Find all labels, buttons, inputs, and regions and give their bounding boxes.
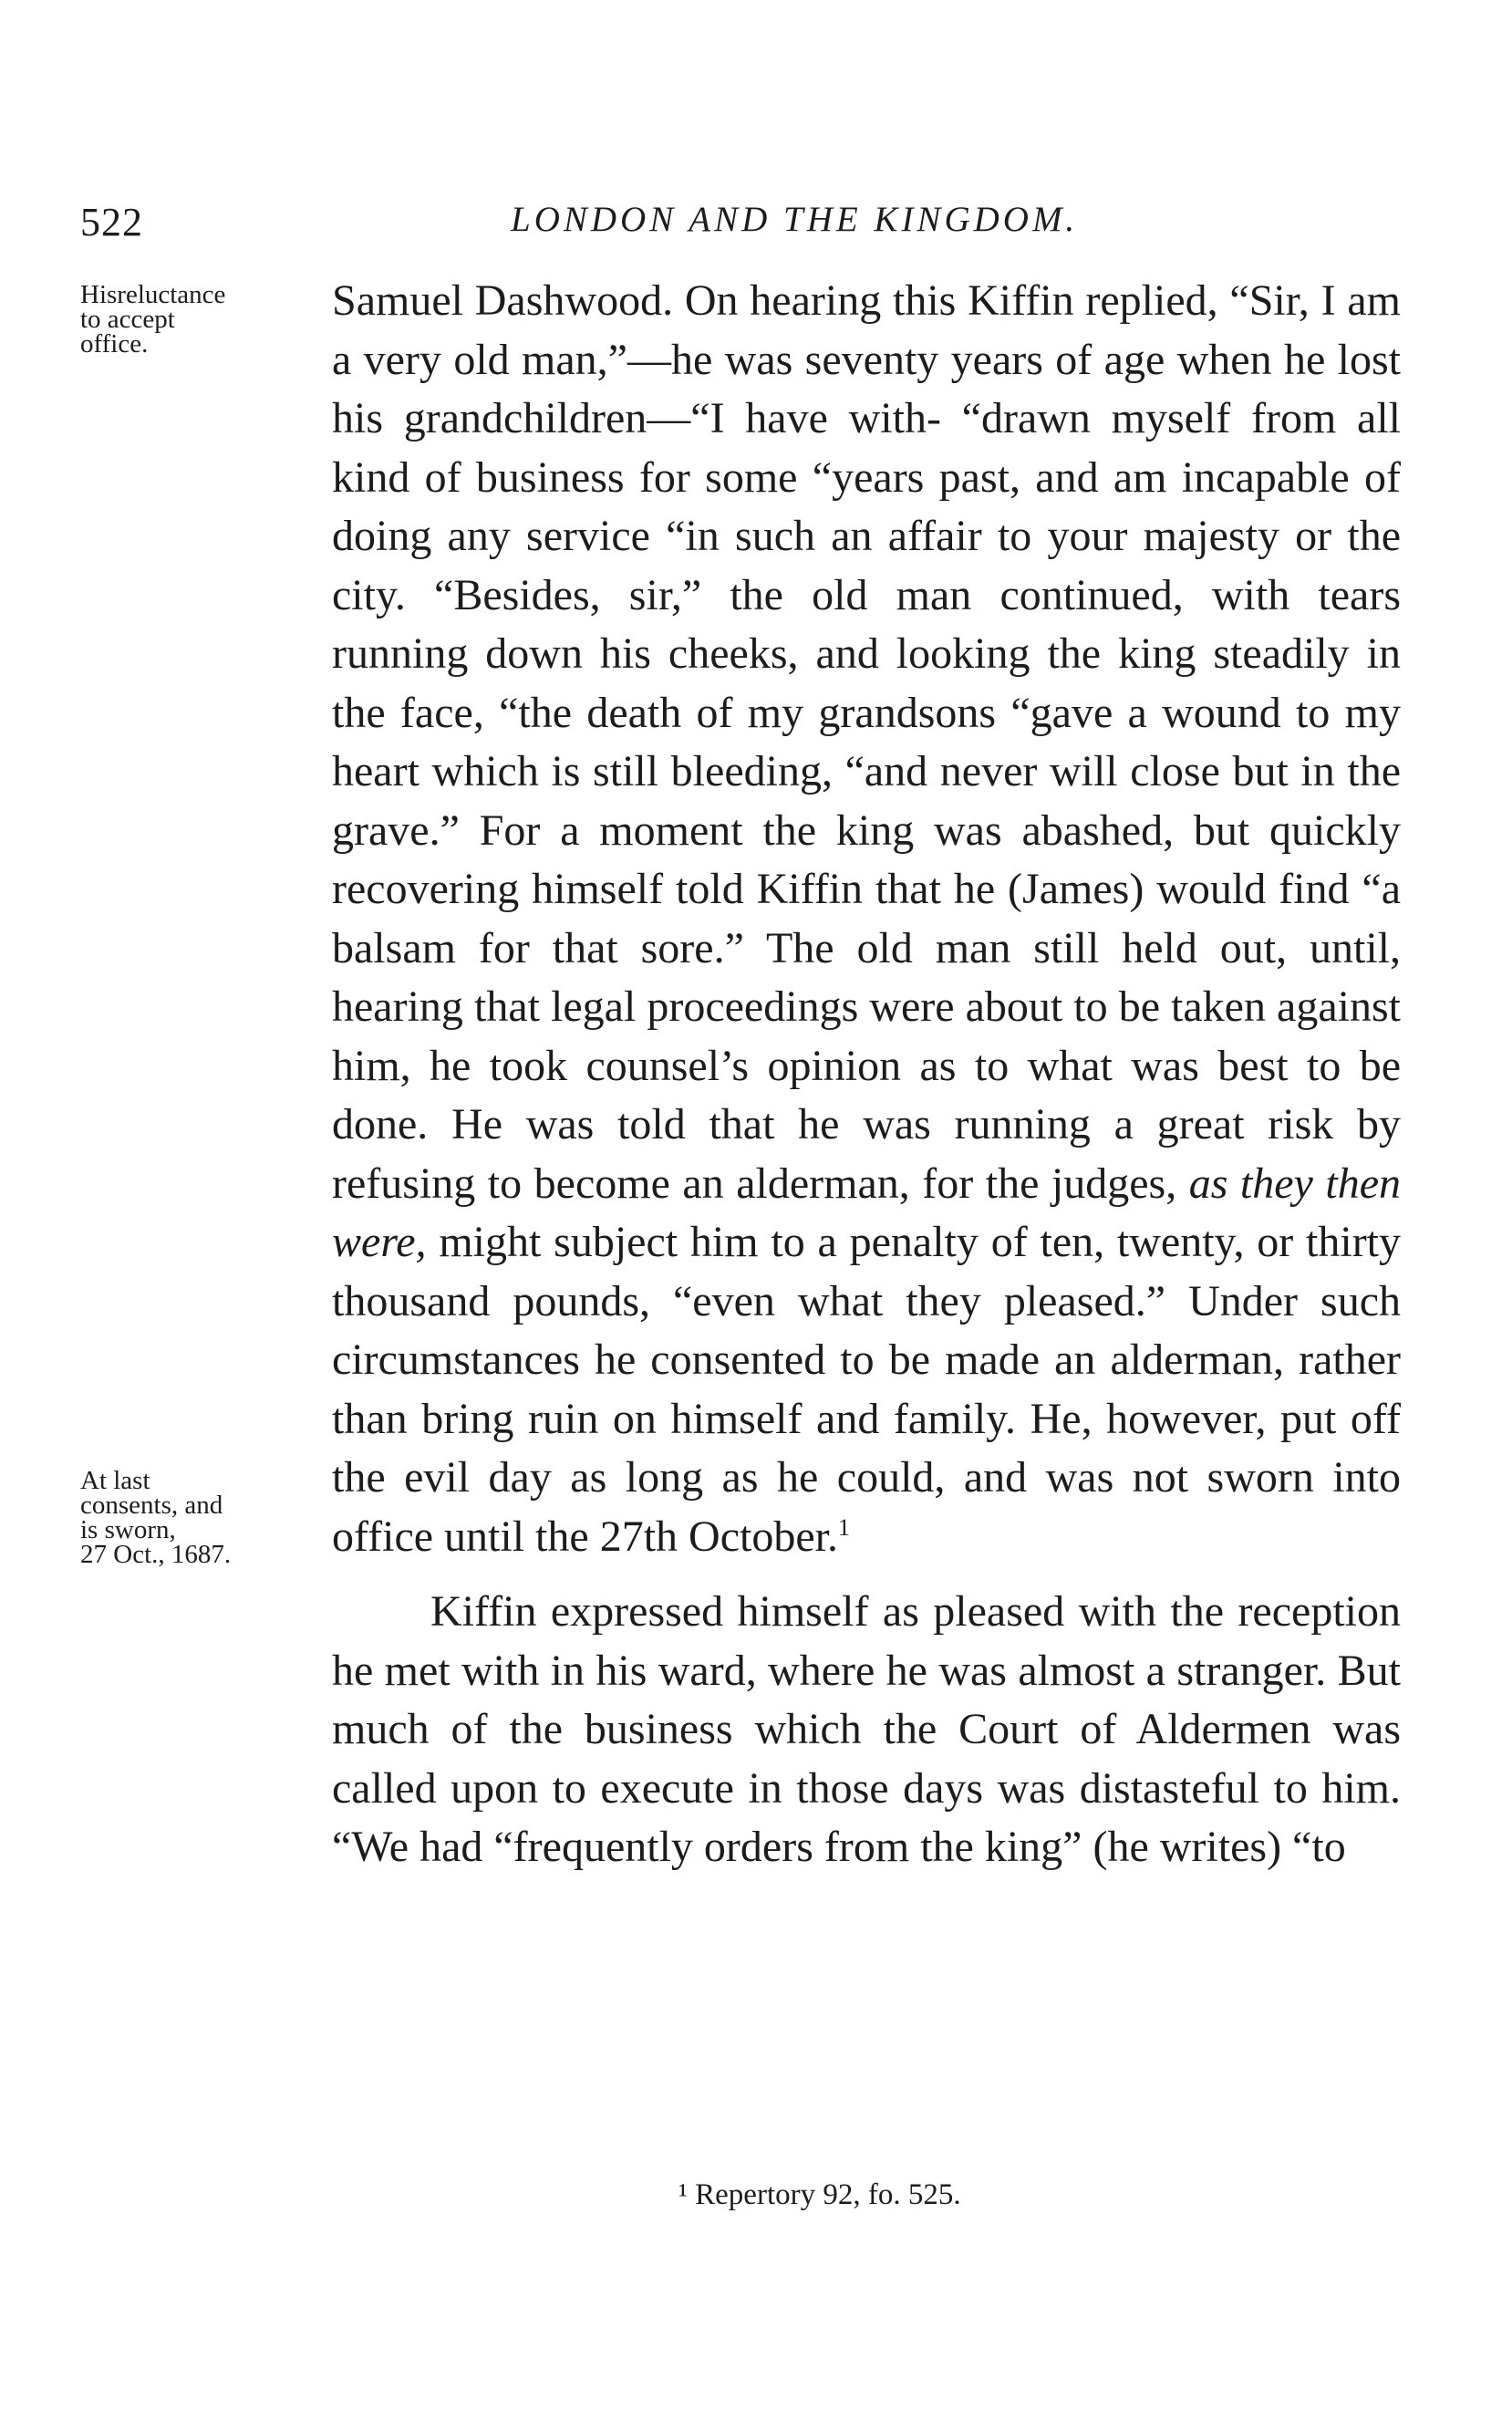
margin-note-sworn: At last consents, and is sworn, 27 Oct., 1687. <box>80 1466 232 1569</box>
main-text <box>332 272 1401 1877</box>
page-number: 522 <box>80 200 143 244</box>
paragraph-1 <box>332 272 1401 1566</box>
footnote: ¹ Repertory 92, fo. 525. <box>678 2178 961 2211</box>
running-title: LONDON AND THE KINGDOM. <box>511 200 1079 239</box>
paragraph-2: Kiffin expressed himself as pleased with the reception he met with in his ward, where he was almost a stranger. But much of the business which the Court of Aldermen was called upon to execute in those days was distasteful to him. “We had “frequently orders from the king” (he writes) “to <box>332 1587 1401 1871</box>
paragraph-1-part-b: might subject him to a penalty of ten, twenty, or thirty thousand pounds, “even what they pleased.” Under such circumstances he consented to be made an alderman, rather than bring ruin on himself and family. He, however, put off the evil day as long as he could, and was not sworn into office until the 27th October. <box>332 1218 1402 1561</box>
margin-note-reluctance: Hisreluctance to accept office. <box>80 280 226 359</box>
paragraph-1-part-a: Samuel Dashwood. On hearing this Kiffin replied, “Sir, I am a very old man,”—he was seventy years of age when he lost his grandchildren—“I have with- “drawn myself from all kind of business for some “years past, and am incapable of doing any service “in such an affair to your majesty or the city. “Besides, sir,” the old man continued, with tears running down his cheeks, and looking the king steadily in the face, “the death of my grandsons “gave a wound to my heart which is still bleeding, “and never will close but in the grave.” For a moment the king was abashed, but quickly recovering himself told Kiffin that he (James) would find “a balsam for that sore.” The old man still held out, until, hearing that legal proceedings were about to be taken against him, he took counsel’s opinion as to what was best to be done. He was told that he was running a great risk by refusing to become an alderman, for the judges, <box>332 276 1401 1208</box>
footnote-reference: 1 <box>837 1513 850 1541</box>
italic-emphasis: as they then were, <box>332 1159 1402 1266</box>
